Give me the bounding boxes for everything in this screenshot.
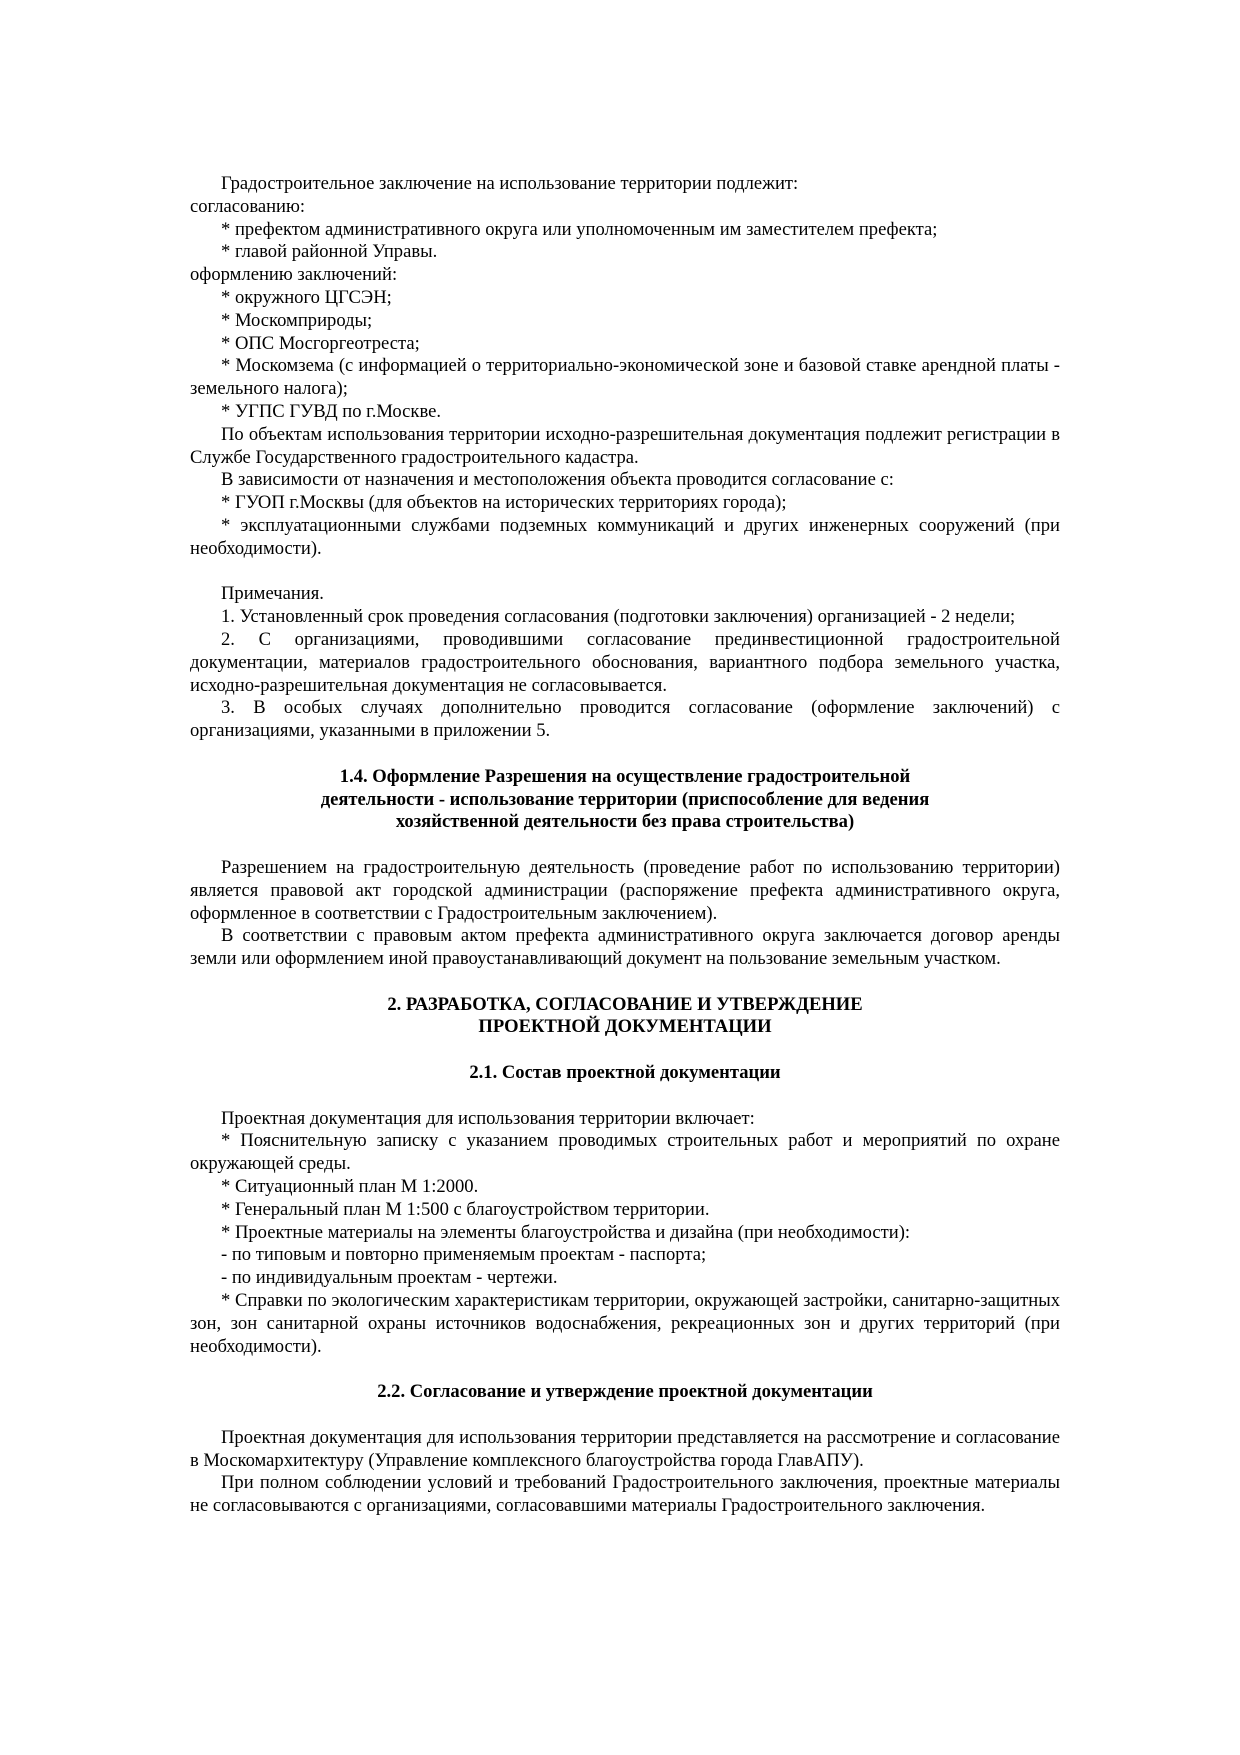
list-item: * главой районной Управы.: [221, 241, 438, 263]
section-2-heading: [190, 994, 1060, 1040]
document-page: [190, 173, 1060, 1518]
heading-line: деятельности - использование территории (приспособление для ведения: [320, 788, 930, 810]
list-item: * Справки по экологическим характеристикам территории, окружающей застройки, санитарно-защитных зон, зон санитарной охраны источников водоснабжения, рекреационных зон и других территорий (при необходимости).: [190, 1290, 1060, 1357]
list-item: * Москомприроды;: [221, 309, 373, 331]
notes-title: Примечания.: [221, 583, 324, 605]
spacer: [190, 561, 1060, 584]
spacer: [190, 743, 1060, 766]
section-1-4-heading: [190, 766, 1060, 834]
list-item: * Пояснительную записку с указанием проводимых строительных работ и мероприятий по охране окружающей среды.: [190, 1130, 1060, 1175]
spacer: [190, 1039, 1060, 1062]
list-item: * окружного ЦГСЭН;: [221, 286, 392, 308]
heading-line: 1.4. Оформление Разрешения на осуществление градостроительной: [339, 765, 911, 787]
list-item: * Ситуационный план М 1:2000.: [221, 1176, 479, 1198]
spacer: [190, 1085, 1060, 1108]
body-paragraph: Проектная документация для использования территории представляется на рассмотрение и согласование в Москомархитектуру (Управление комплексного благоустройства города ГлавАПУ).: [190, 1426, 1060, 1471]
note-item: 2. С организациями, проводившими согласование прединвестиционной градостроительной документации, материалов градостроительного обоснования, вариантного подбора земельного участка, исходно-разрешительная документация не согласовывается.: [190, 628, 1060, 696]
list-item: * эксплуатационными службами подземных коммуникаций и других инженерных сооружений (при необходимости).: [190, 514, 1060, 559]
spacer: [190, 834, 1060, 857]
list-item: * Генеральный план М 1:500 с благоустройством территории.: [221, 1198, 710, 1220]
registration-paragraph: По объектам использования территории исходно-разрешительная документация подлежит регистрации в Службе Государственного градостроительного кадастра.: [190, 423, 1060, 468]
section-2-1-heading: 2.1. Состав проектной документации: [469, 1062, 781, 1084]
spacer: [190, 1358, 1060, 1381]
body-paragraph: Разрешением на градостроительную деятельность (проведение работ по использованию территории) является правовой акт городской администрации (распоряжение префекта административного округа, оформленное в соответствии с Градостроительным заключением).: [190, 856, 1060, 924]
heading-line: хозяйственной деятельности без права строительства): [395, 811, 855, 833]
body-paragraph: В соответствии с правовым актом префекта административного округа заключается договор аренды земли или оформлением иной правоустанавливающий документ на пользование земельным участком.: [190, 925, 1060, 970]
spacer: [190, 1404, 1060, 1427]
list-item: - по типовым и повторно применяемым проектам - паспорта;: [221, 1244, 707, 1266]
agree-label: согласованию:: [190, 195, 306, 217]
intro-paragraph: Градостроительное заключение на использование территории подлежит:: [221, 173, 799, 194]
list-item: * префектом административного округа или уполномоченным им заместителем префекта;: [221, 218, 938, 240]
depending-paragraph: В зависимости от назначения и местоположения объекта проводится согласование с:: [221, 469, 894, 491]
note-item: 3. В особых случаях дополнительно проводится согласование (оформление заключений) с организациями, указанными в приложении 5.: [190, 697, 1060, 742]
opinion-label: оформлению заключений:: [190, 264, 398, 286]
list-item: * ГУОП г.Москвы (для объектов на исторических территориях города);: [221, 492, 787, 514]
list-item: * ОПС Мосгоргеотреста;: [221, 332, 420, 354]
heading-line: 2. РАЗРАБОТКА, СОГЛАСОВАНИЕ И УТВЕРЖДЕНИЕ: [387, 993, 863, 1015]
spacer: [190, 971, 1060, 994]
section-2-1-intro: Проектная документация для использования территории включает:: [221, 1107, 755, 1129]
list-item: - по индивидуальным проектам - чертежи.: [221, 1267, 558, 1289]
note-item: 1. Установленный срок проведения согласования (подготовки заключения) организацией - 2 недели;: [221, 606, 1016, 628]
body-paragraph: При полном соблюдении условий и требований Градостроительного заключения, проектные материалы не согласовываются с организациями, согласовавшими материалы Градостроительного заключения.: [190, 1472, 1060, 1517]
list-item: * Проектные материалы на элементы благоустройства и дизайна (при необходимости):: [221, 1221, 911, 1243]
list-item: * Москомзема (с информацией о территориально-экономической зоне и базовой ставке арендной платы - земельного налога);: [190, 355, 1060, 400]
heading-line: ПРОЕКТНОЙ ДОКУМЕНТАЦИИ: [478, 1016, 772, 1038]
list-item: * УГПС ГУВД по г.Москве.: [221, 400, 442, 422]
section-2-2-heading: 2.2. Согласование и утверждение проектной документации: [377, 1381, 873, 1403]
